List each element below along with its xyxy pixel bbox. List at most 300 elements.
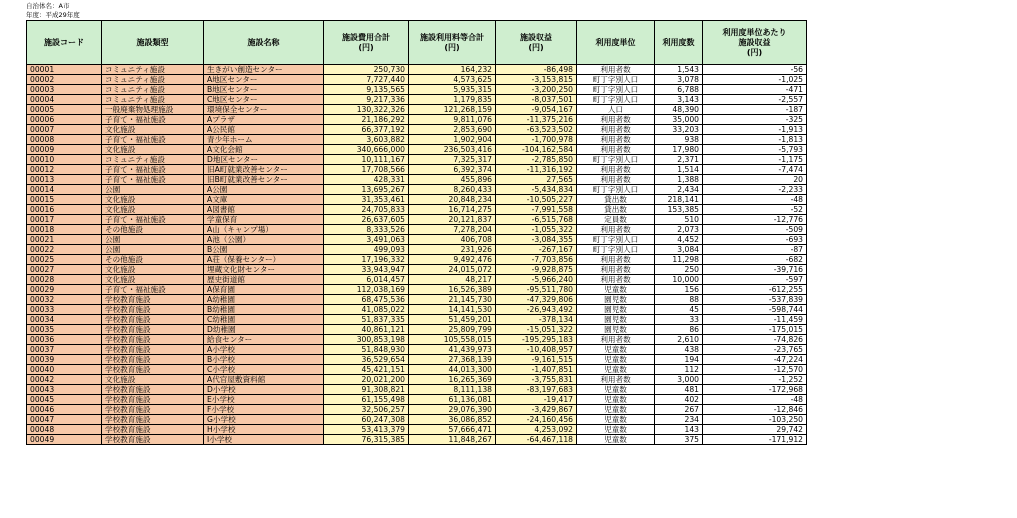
facility-balance-cell: -11,375,216	[496, 115, 577, 125]
balance-per-unit-cell: -187	[703, 105, 807, 115]
facility-name-cell: 環境保全センター	[204, 105, 324, 115]
usage-count-cell: 3,143	[655, 95, 703, 105]
table-row	[27, 145, 807, 155]
table-row	[27, 405, 807, 415]
balance-per-unit-cell: -52	[703, 205, 807, 215]
usage-unit-cell: 町丁字別人口	[577, 85, 655, 95]
total-fees-cell: 105,558,015	[409, 335, 496, 345]
balance-per-unit-cell: -87	[703, 245, 807, 255]
table-row	[27, 355, 807, 365]
usage-unit-cell: 園児数	[577, 315, 655, 325]
facility-type-cell: 子育て・福祉施設	[102, 215, 204, 225]
total-cost-cell: 45,421,151	[324, 365, 409, 375]
facility-type-cell: コミュニティ施設	[102, 95, 204, 105]
usage-unit-cell: 町丁字別人口	[577, 185, 655, 195]
col-header-balance-per-unit	[703, 21, 807, 65]
total-cost-cell: 40,861,121	[324, 325, 409, 335]
balance-per-unit-cell: -47,224	[703, 355, 807, 365]
table-row	[27, 315, 807, 325]
usage-unit-cell: 児童数	[577, 355, 655, 365]
facility-code-cell: 00047	[27, 415, 102, 425]
usage-unit-cell: 町丁字別人口	[577, 155, 655, 165]
balance-per-unit-cell: -537,839	[703, 295, 807, 305]
facility-balance-cell: -9,928,875	[496, 265, 577, 275]
total-fees-cell: 1,902,904	[409, 135, 496, 145]
col-header-usage-unit	[577, 21, 655, 65]
facility-type-cell: その他施設	[102, 225, 204, 235]
total-cost-cell: 13,695,267	[324, 185, 409, 195]
total-cost-cell: 26,637,605	[324, 215, 409, 225]
facility-balance-cell: -1,055,322	[496, 225, 577, 235]
total-fees-cell: 1,179,835	[409, 95, 496, 105]
table-row	[27, 85, 807, 95]
usage-count-cell: 938	[655, 135, 703, 145]
facility-name-cell: A幼稚園	[204, 295, 324, 305]
facility-balance-cell: -63,523,502	[496, 125, 577, 135]
facility-name-cell: B公園	[204, 245, 324, 255]
table-row	[27, 325, 807, 335]
facility-name-cell: B地区センター	[204, 85, 324, 95]
usage-count-cell: 3,084	[655, 245, 703, 255]
facility-balance-cell: -83,197,683	[496, 385, 577, 395]
facility-balance-cell: -24,160,456	[496, 415, 577, 425]
facility-balance-cell: -3,755,831	[496, 375, 577, 385]
facility-name-cell: D地区センター	[204, 155, 324, 165]
balance-per-unit-cell: -598,744	[703, 305, 807, 315]
total-fees-cell: 8,260,433	[409, 185, 496, 195]
facility-code-cell: 00009	[27, 145, 102, 155]
facility-balance-cell: -3,153,815	[496, 75, 577, 85]
total-fees-cell: 21,145,730	[409, 295, 496, 305]
facility-type-cell: 学校教育施設	[102, 415, 204, 425]
usage-unit-cell: 児童数	[577, 365, 655, 375]
facility-balance-cell: -86,498	[496, 65, 577, 75]
table-row	[27, 415, 807, 425]
usage-count-cell: 156	[655, 285, 703, 295]
balance-per-unit-cell: -23,765	[703, 345, 807, 355]
facility-code-cell: 00042	[27, 375, 102, 385]
usage-count-cell: 3,078	[655, 75, 703, 85]
balance-per-unit-cell: -12,570	[703, 365, 807, 375]
table-row	[27, 95, 807, 105]
facility-code-cell: 00025	[27, 255, 102, 265]
total-cost-cell: 51,848,930	[324, 345, 409, 355]
col-header-text: (円)	[746, 47, 763, 57]
total-fees-cell: 455,896	[409, 175, 496, 185]
facility-balance-cell: -95,511,780	[496, 285, 577, 295]
total-cost-cell: 17,196,332	[324, 255, 409, 265]
total-fees-cell: 51,459,201	[409, 315, 496, 325]
facility-name-cell: A山（キャンプ場）	[204, 225, 324, 235]
total-cost-cell: 60,247,308	[324, 415, 409, 425]
usage-unit-cell: 利用者数	[577, 135, 655, 145]
facility-type-cell: 学校教育施設	[102, 345, 204, 355]
facility-type-cell: 文化施設	[102, 275, 204, 285]
balance-per-unit-cell: -2,557	[703, 95, 807, 105]
usage-count-cell: 35,000	[655, 115, 703, 125]
balance-per-unit-cell: -7,474	[703, 165, 807, 175]
table-row	[27, 165, 807, 175]
facility-name-cell: C小学校	[204, 365, 324, 375]
total-fees-cell: 2,853,690	[409, 125, 496, 135]
facility-type-cell: 学校教育施設	[102, 365, 204, 375]
facility-balance-cell: -5,966,240	[496, 275, 577, 285]
usage-count-cell: 194	[655, 355, 703, 365]
usage-unit-cell: 園児数	[577, 305, 655, 315]
facility-balance-cell: -64,467,118	[496, 435, 577, 445]
total-cost-cell: 21,186,292	[324, 115, 409, 125]
facility-code-cell: 00048	[27, 425, 102, 435]
balance-per-unit-cell: -1,813	[703, 135, 807, 145]
table-row	[27, 105, 807, 115]
facility-type-cell: コミュニティ施設	[102, 85, 204, 95]
facility-balance-cell: -8,037,501	[496, 95, 577, 105]
usage-count-cell: 10,000	[655, 275, 703, 285]
facility-name-cell: A公園	[204, 185, 324, 195]
usage-count-cell: 153,385	[655, 205, 703, 215]
table-row	[27, 305, 807, 315]
usage-count-cell: 234	[655, 415, 703, 425]
facility-type-cell: 子育て・福祉施設	[102, 175, 204, 185]
balance-per-unit-cell: -325	[703, 115, 807, 125]
facility-code-cell: 00010	[27, 155, 102, 165]
facility-balance-cell: 27,565	[496, 175, 577, 185]
facility-type-cell: 公園	[102, 245, 204, 255]
facility-name-cell: A地区センター	[204, 75, 324, 85]
facility-type-cell: 学校教育施設	[102, 335, 204, 345]
table-row	[27, 245, 807, 255]
facility-type-cell: 子育て・福祉施設	[102, 165, 204, 175]
total-fees-cell: 406,708	[409, 235, 496, 245]
facility-type-cell: その他施設	[102, 255, 204, 265]
total-cost-cell: 41,085,022	[324, 305, 409, 315]
total-fees-cell: 57,666,471	[409, 425, 496, 435]
facility-code-cell: 00043	[27, 385, 102, 395]
table-row	[27, 335, 807, 345]
table-row	[27, 285, 807, 295]
facility-code-cell: 00003	[27, 85, 102, 95]
facility-name-cell: C幼稚園	[204, 315, 324, 325]
total-fees-cell: 16,265,369	[409, 375, 496, 385]
facility-balance-cell: -19,417	[496, 395, 577, 405]
facility-type-cell: コミュニティ施設	[102, 155, 204, 165]
facility-type-cell: 学校教育施設	[102, 295, 204, 305]
total-fees-cell: 7,278,204	[409, 225, 496, 235]
col-header-text: 施設収益	[738, 37, 771, 47]
usage-unit-cell: 町丁字別人口	[577, 235, 655, 245]
usage-count-cell: 33	[655, 315, 703, 325]
usage-unit-cell: 利用者数	[577, 145, 655, 155]
balance-per-unit-cell: -175,015	[703, 325, 807, 335]
col-header-text: (円)	[444, 42, 460, 52]
col-header-text: 利用度単位	[595, 37, 636, 47]
facility-type-cell: 文化施設	[102, 375, 204, 385]
facility-code-cell: 00034	[27, 315, 102, 325]
table-row	[27, 155, 807, 165]
col-header-text: 施設収益	[520, 32, 552, 42]
balance-per-unit-cell: -56	[703, 65, 807, 75]
balance-per-unit-cell: -171,912	[703, 435, 807, 445]
col-header-total-fees	[409, 21, 496, 65]
balance-per-unit-cell: -693	[703, 235, 807, 245]
total-fees-cell: 11,848,267	[409, 435, 496, 445]
facility-name-cell: D幼稚園	[204, 325, 324, 335]
balance-per-unit-cell: -597	[703, 275, 807, 285]
total-cost-cell: 428,331	[324, 175, 409, 185]
facility-code-cell: 00006	[27, 115, 102, 125]
facility-type-cell: 学校教育施設	[102, 305, 204, 315]
facility-name-cell: A小学校	[204, 345, 324, 355]
facility-code-cell: 00012	[27, 165, 102, 175]
total-cost-cell: 130,322,326	[324, 105, 409, 115]
balance-per-unit-cell: -48	[703, 395, 807, 405]
facility-type-cell: 子育て・福祉施設	[102, 285, 204, 295]
table-row	[27, 235, 807, 245]
col-header-text: 施設利用料等合計	[420, 32, 484, 42]
total-cost-cell: 10,111,167	[324, 155, 409, 165]
total-cost-cell: 76,315,385	[324, 435, 409, 445]
balance-per-unit-cell: -172,968	[703, 385, 807, 395]
balance-per-unit-cell: 29,742	[703, 425, 807, 435]
total-fees-cell: 5,935,315	[409, 85, 496, 95]
balance-per-unit-cell: 20	[703, 175, 807, 185]
total-cost-cell: 33,943,947	[324, 265, 409, 275]
table-row	[27, 295, 807, 305]
usage-unit-cell: 利用者数	[577, 175, 655, 185]
facility-code-cell: 00001	[27, 65, 102, 75]
facility-name-cell: 旧A町就業改善センター	[204, 165, 324, 175]
total-cost-cell: 3,491,063	[324, 235, 409, 245]
total-fees-cell: 24,015,072	[409, 265, 496, 275]
col-header-usage-count	[655, 21, 703, 65]
usage-count-cell: 510	[655, 215, 703, 225]
facility-type-cell: 学校教育施設	[102, 315, 204, 325]
usage-unit-cell: 町丁字別人口	[577, 245, 655, 255]
facility-type-cell: 子育て・福祉施設	[102, 135, 204, 145]
usage-unit-cell: 児童数	[577, 435, 655, 445]
usage-unit-cell: 児童数	[577, 415, 655, 425]
facility-balance-cell: -7,991,558	[496, 205, 577, 215]
facility-code-cell: 00027	[27, 265, 102, 275]
facility-name-cell: 学童保育	[204, 215, 324, 225]
facility-code-cell: 00029	[27, 285, 102, 295]
col-header-text: 利用度単位あたり	[722, 27, 787, 37]
facility-name-cell: H小学校	[204, 425, 324, 435]
table-row	[27, 365, 807, 375]
facility-balance-cell: -3,084,355	[496, 235, 577, 245]
total-fees-cell: 8,111,138	[409, 385, 496, 395]
total-fees-cell: 4,573,625	[409, 75, 496, 85]
facility-balance-cell: -3,429,867	[496, 405, 577, 415]
total-fees-cell: 61,136,081	[409, 395, 496, 405]
usage-count-cell: 2,610	[655, 335, 703, 345]
usage-unit-cell: 利用者数	[577, 115, 655, 125]
usage-count-cell: 4,452	[655, 235, 703, 245]
facility-balance-cell: -378,134	[496, 315, 577, 325]
facility-balance-cell: -1,407,851	[496, 365, 577, 375]
table-row	[27, 225, 807, 235]
total-cost-cell: 340,666,000	[324, 145, 409, 155]
usage-count-cell: 45	[655, 305, 703, 315]
facility-cost-table	[26, 20, 807, 445]
balance-per-unit-cell: -74,826	[703, 335, 807, 345]
total-cost-cell: 31,353,461	[324, 195, 409, 205]
facility-balance-cell: -3,200,250	[496, 85, 577, 95]
facility-name-cell: 生きがい創造センター	[204, 65, 324, 75]
facility-code-cell: 00008	[27, 135, 102, 145]
facility-balance-cell: -15,051,322	[496, 325, 577, 335]
usage-count-cell: 481	[655, 385, 703, 395]
total-cost-cell: 499,093	[324, 245, 409, 255]
facility-code-cell: 00013	[27, 175, 102, 185]
table-row	[27, 375, 807, 385]
table-row	[27, 65, 807, 75]
facility-code-cell: 00037	[27, 345, 102, 355]
total-cost-cell: 91,308,821	[324, 385, 409, 395]
col-header-facility-name	[204, 21, 324, 65]
total-fees-cell: 164,232	[409, 65, 496, 75]
facility-code-cell: 00005	[27, 105, 102, 115]
total-fees-cell: 36,086,852	[409, 415, 496, 425]
usage-count-cell: 143	[655, 425, 703, 435]
total-fees-cell: 231,926	[409, 245, 496, 255]
usage-unit-cell: 人口	[577, 105, 655, 115]
balance-per-unit-cell: -12,776	[703, 215, 807, 225]
usage-unit-cell: 貸出数	[577, 195, 655, 205]
usage-unit-cell: 児童数	[577, 385, 655, 395]
facility-balance-cell: -104,162,584	[496, 145, 577, 155]
total-fees-cell: 9,811,076	[409, 115, 496, 125]
facility-type-cell: 学校教育施設	[102, 355, 204, 365]
total-cost-cell: 250,730	[324, 65, 409, 75]
usage-count-cell: 402	[655, 395, 703, 405]
usage-unit-cell: 利用者数	[577, 165, 655, 175]
total-cost-cell: 51,837,335	[324, 315, 409, 325]
facility-name-cell: A池（公園）	[204, 235, 324, 245]
usage-count-cell: 218,141	[655, 195, 703, 205]
table-body	[27, 65, 807, 445]
usage-count-cell: 1,388	[655, 175, 703, 185]
total-cost-cell: 7,727,440	[324, 75, 409, 85]
balance-per-unit-cell: -12,846	[703, 405, 807, 415]
usage-count-cell: 112	[655, 365, 703, 375]
total-cost-cell: 20,021,200	[324, 375, 409, 385]
usage-count-cell: 17,980	[655, 145, 703, 155]
facility-balance-cell: -10,408,957	[496, 345, 577, 355]
usage-count-cell: 88	[655, 295, 703, 305]
total-fees-cell: 20,848,234	[409, 195, 496, 205]
facility-name-cell: A公民館	[204, 125, 324, 135]
facility-balance-cell: -1,700,978	[496, 135, 577, 145]
usage-count-cell: 250	[655, 265, 703, 275]
facility-balance-cell: 4,253,092	[496, 425, 577, 435]
table-header-row	[27, 21, 807, 65]
facility-balance-cell: -47,329,806	[496, 295, 577, 305]
facility-type-cell: 文化施設	[102, 145, 204, 155]
facility-code-cell: 00046	[27, 405, 102, 415]
facility-code-cell: 00002	[27, 75, 102, 85]
total-fees-cell: 6,392,374	[409, 165, 496, 175]
usage-unit-cell: 利用者数	[577, 255, 655, 265]
usage-count-cell: 3,000	[655, 375, 703, 385]
usage-unit-cell: 児童数	[577, 285, 655, 295]
facility-name-cell: B幼稚園	[204, 305, 324, 315]
total-fees-cell: 27,368,139	[409, 355, 496, 365]
balance-per-unit-cell: -682	[703, 255, 807, 265]
table-row	[27, 275, 807, 285]
table-row	[27, 185, 807, 195]
facility-type-cell: 文化施設	[102, 265, 204, 275]
col-header-text: 施設名称	[247, 37, 280, 47]
facility-type-cell: 学校教育施設	[102, 435, 204, 445]
usage-unit-cell: 児童数	[577, 425, 655, 435]
usage-unit-cell: 園児数	[577, 295, 655, 305]
total-fees-cell: 14,141,530	[409, 305, 496, 315]
facility-balance-cell: -11,316,192	[496, 165, 577, 175]
usage-unit-cell: 児童数	[577, 395, 655, 405]
total-fees-cell: 16,526,389	[409, 285, 496, 295]
table-row	[27, 255, 807, 265]
facility-code-cell: 00035	[27, 325, 102, 335]
balance-per-unit-cell: -2,233	[703, 185, 807, 195]
facility-code-cell: 00045	[27, 395, 102, 405]
total-cost-cell: 9,217,336	[324, 95, 409, 105]
facility-type-cell: コミュニティ施設	[102, 75, 204, 85]
usage-unit-cell: 利用者数	[577, 265, 655, 275]
total-cost-cell: 9,135,565	[324, 85, 409, 95]
usage-count-cell: 267	[655, 405, 703, 415]
total-cost-cell: 3,603,882	[324, 135, 409, 145]
facility-name-cell: 青少年ホーム	[204, 135, 324, 145]
total-cost-cell: 300,853,198	[324, 335, 409, 345]
usage-count-cell: 2,371	[655, 155, 703, 165]
facility-type-cell: 一般廃棄物処理施設	[102, 105, 204, 115]
facility-name-cell: A図書館	[204, 205, 324, 215]
facility-balance-cell: -267,167	[496, 245, 577, 255]
facility-balance-cell: -7,703,856	[496, 255, 577, 265]
total-cost-cell: 36,529,654	[324, 355, 409, 365]
facility-code-cell: 00032	[27, 295, 102, 305]
facility-name-cell: G小学校	[204, 415, 324, 425]
usage-unit-cell: 利用者数	[577, 335, 655, 345]
balance-per-unit-cell: -11,459	[703, 315, 807, 325]
usage-unit-cell: 利用者数	[577, 275, 655, 285]
facility-code-cell: 00049	[27, 435, 102, 445]
facility-name-cell: A文化会館	[204, 145, 324, 155]
facility-name-cell: I小学校	[204, 435, 324, 445]
usage-unit-cell: 町丁字別人口	[577, 95, 655, 105]
facility-type-cell: 学校教育施設	[102, 385, 204, 395]
total-cost-cell: 66,377,192	[324, 125, 409, 135]
total-cost-cell: 61,155,498	[324, 395, 409, 405]
balance-per-unit-cell: -471	[703, 85, 807, 95]
table-row	[27, 385, 807, 395]
table-row	[27, 135, 807, 145]
col-header-facility-code	[27, 21, 102, 65]
col-header-text: (円)	[528, 42, 544, 52]
col-header-text: 施設コード	[44, 37, 84, 47]
facility-name-cell: E小学校	[204, 395, 324, 405]
facility-type-cell: 文化施設	[102, 205, 204, 215]
facility-type-cell: 学校教育施設	[102, 395, 204, 405]
facility-code-cell: 00004	[27, 95, 102, 105]
facility-balance-cell: -9,054,167	[496, 105, 577, 115]
balance-per-unit-cell: -39,716	[703, 265, 807, 275]
table-row	[27, 175, 807, 185]
fiscal-year-label: 年度：平成29年度	[26, 11, 80, 19]
balance-per-unit-cell: -612,255	[703, 285, 807, 295]
facility-type-cell: 文化施設	[102, 195, 204, 205]
